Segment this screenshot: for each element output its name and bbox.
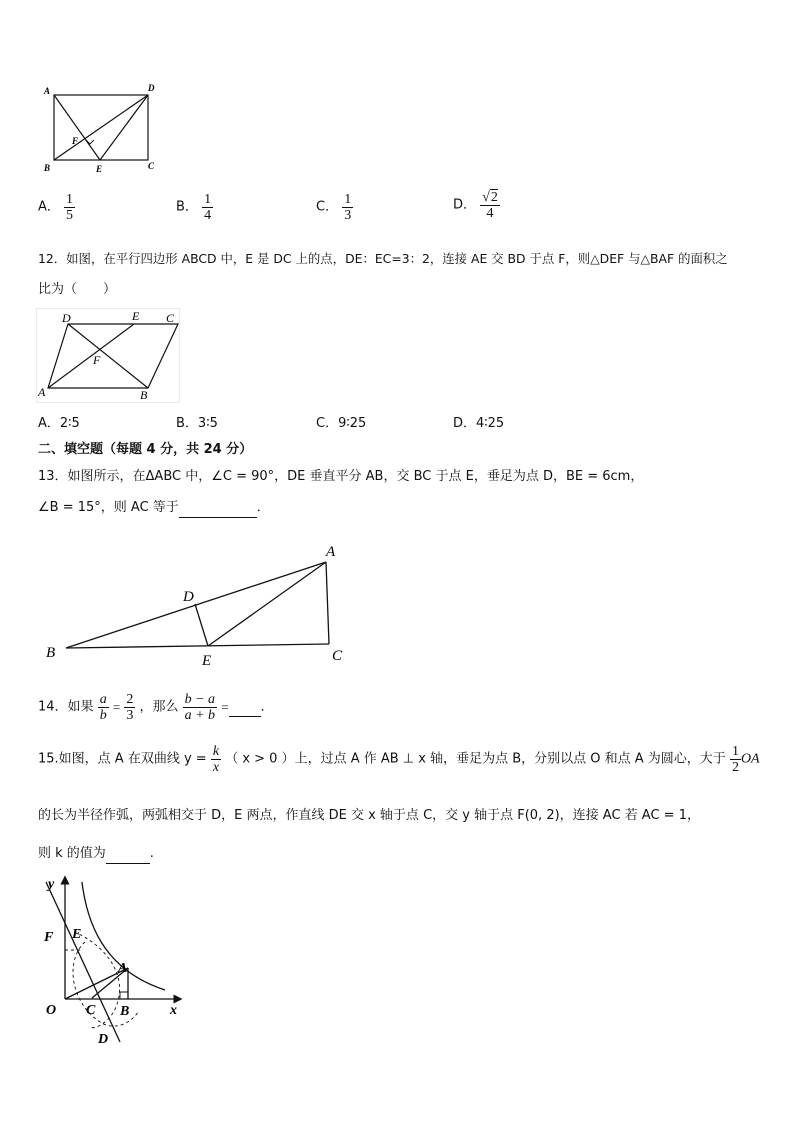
label-x: x (170, 1003, 177, 1018)
label-E: E (132, 309, 140, 323)
q15-answer-blank[interactable] (106, 845, 150, 864)
label-F: F (93, 353, 101, 367)
figure-q15-hyperbola (40, 872, 190, 1047)
label-A: A (44, 86, 51, 96)
q13-stem-line2: ∠B = 15°，则 AC 等于 ． (38, 499, 270, 518)
q12-stem-line1: 12．如图，在平行四边形 ABCD 中，E 是 DC 上的点，DE：EC=3：2，连接 AE 交 BD 于点 F，则△DEF 与△BAF 的面积之 (38, 251, 728, 266)
label-D: D (183, 589, 194, 605)
label-B: B (120, 1004, 130, 1019)
label-E: E (96, 164, 103, 174)
q13-stem-line1: 13．如图所示，在ΔABC 中，∠C = 90°，DE 垂直平分 AB，交 BC 于点 E，垂足为点 D，BE = 6cm， (38, 469, 644, 484)
label-y: y (48, 877, 55, 892)
q15-stem-line1: 15.如图，点 A 在双曲线 y = $\frac{k}{x}$ （ x > 0 ）上，过点 A 作 AB ⊥ x 轴，垂足为点 B，分别以点 O 和点 A 为圆心，大于 $\frac{1}{2}$ OA (38, 744, 760, 775)
label-F: F (72, 136, 79, 146)
q13-answer-blank[interactable] (179, 499, 257, 518)
q11-option-d[interactable]: D． $\frac{√2}{4}$ (453, 190, 498, 221)
section-title-fill-in: 二、填空题（每题 4 分，共 24 分） (38, 442, 253, 457)
label-E: E (202, 653, 212, 669)
label-B: B (46, 645, 56, 661)
q12-option-d[interactable]: D．4∶25 (453, 416, 505, 431)
label-D: D (62, 311, 71, 325)
label-A: A (326, 544, 336, 560)
q12-option-c[interactable]: C．9∶25 (316, 416, 367, 431)
q12-stem-line2: 比为（ ） (38, 282, 117, 297)
figure-q13-triangle (40, 540, 360, 670)
label-A: A (118, 961, 128, 976)
label-C: C (86, 1003, 96, 1018)
label-D: D (98, 1032, 109, 1047)
label-B: B (140, 388, 148, 402)
q15-stem-line3: 则 k 的值为 . (38, 845, 154, 864)
label-B: B (44, 163, 51, 173)
label-A: A (38, 385, 46, 399)
label-F: F (44, 930, 54, 945)
q11-option-c[interactable]: C． $\frac{1}{3}$ (316, 192, 352, 223)
label-D: D (148, 83, 155, 93)
label-C: C (332, 648, 343, 664)
label-C: C (148, 161, 155, 171)
q12-option-b[interactable]: B．3∶5 (176, 416, 218, 431)
q14-stem: 14．如果 $\frac{a}{b}$ = $\frac{2}{3}$ ，那么 $\frac{b - a}{a + b}$ = ． (38, 692, 274, 723)
q11-option-a[interactable]: A． $\frac{1}{5}$ (38, 192, 74, 223)
q12-option-a[interactable]: A．2∶5 (38, 416, 80, 431)
q14-answer-blank[interactable] (229, 698, 261, 717)
q15-stem-line2: 的长为半径作弧，两弧相交于 D，E 两点，作直线 DE 交 x 轴于点 C，交 y 轴于点 F(0, 2)，连接 AC 若 AC = 1， (38, 808, 700, 823)
figure-q11-rectangle (38, 82, 168, 177)
label-C: C (166, 311, 175, 325)
q11-option-b[interactable]: B． $\frac{1}{4}$ (176, 192, 212, 223)
label-O: O (46, 1003, 57, 1018)
label-E: E (72, 927, 82, 942)
figure-q12-parallelogram (36, 308, 181, 404)
